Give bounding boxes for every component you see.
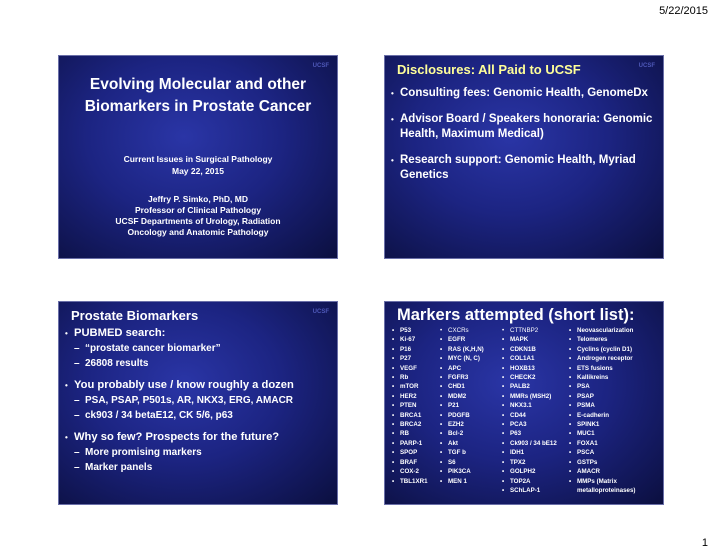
slide-watermark: UCSF [312, 63, 329, 69]
marker-item: • SPINK1 [569, 420, 635, 429]
marker-item: • TPX2 [502, 458, 557, 467]
marker-item: • Cyclins (cyclin D1) [569, 345, 635, 354]
marker-item: • PTEN [392, 401, 428, 410]
title-line-2: Biomarkers in Prostate Cancer [84, 98, 312, 115]
marker-item: • TGF b [440, 448, 484, 457]
page-number: 1 [701, 537, 708, 549]
marker-item: • PCA3 [502, 420, 557, 429]
marker-item: • Neovascularization [569, 326, 635, 335]
marker-item: • S6 [440, 458, 484, 467]
disclosure-item: • Advisor Board / Speakers honoraria: Genomic Health, Maximum Medical) [391, 112, 659, 142]
marker-item: • P63 [502, 429, 557, 438]
marker-item: • EZH2 [440, 420, 484, 429]
marker-item: • PDGFB [440, 411, 484, 420]
marker-item: • MUC1 [569, 429, 635, 438]
marker-item: • SChLAP-1 [502, 486, 557, 495]
sub-bullet-item: – “prostate cancer biomarker” [65, 341, 333, 356]
slide-title[interactable] [58, 55, 338, 259]
marker-item: • CHECK2 [502, 373, 557, 382]
conference-date: May 22, 2015 [172, 166, 224, 176]
slide-markers-attempted[interactable] [384, 301, 664, 505]
marker-item: • PIK3CA [440, 467, 484, 476]
marker-item: • P21 [440, 401, 484, 410]
marker-item: • PSA [569, 382, 635, 391]
disclosure-list [391, 86, 659, 194]
conference-name: Current Issues in Surgical Pathology [123, 154, 273, 164]
marker-item: • MMRs (MSH2) [502, 392, 557, 401]
disclosure-item: • Research support: Genomic Health, Myriad Genetics [391, 153, 659, 183]
marker-item: • PSMA [569, 401, 635, 410]
title-line-1: Evolving Molecular and other [89, 76, 307, 93]
biomarker-bullet-list [65, 326, 333, 475]
marker-item: • APC [440, 364, 484, 373]
slide-heading: Disclosures: All Paid to UCSF [397, 62, 581, 77]
marker-item: • TOP2A [502, 477, 557, 486]
presentation-title [59, 74, 337, 118]
author-dept-line-1: UCSF Departments of Urology, Radiation [115, 216, 281, 226]
marker-item: • MMPs (Matrix [569, 477, 635, 486]
marker-item: • MDM2 [440, 392, 484, 401]
marker-item: metalloproteinases) [577, 486, 636, 494]
marker-item: • GOLPH2 [502, 467, 557, 476]
marker-item: • GSTPs [569, 458, 635, 467]
marker-item: • SPOP [392, 448, 428, 457]
marker-column [569, 326, 635, 495]
slide-watermark: UCSF [638, 63, 655, 69]
slide-disclosures[interactable] [384, 55, 664, 259]
disclosure-item: • Consulting fees: Genomic Health, GenomeDx [391, 86, 659, 101]
marker-item: • COX-2 [392, 467, 428, 476]
marker-item: • PSCA [569, 448, 635, 457]
marker-item: • CHD1 [440, 382, 484, 391]
sub-bullet-item: – More promising markers [65, 445, 333, 460]
marker-item: • Androgen receptor [569, 354, 635, 363]
marker-item: • CD44 [502, 411, 557, 420]
marker-item: • MAPK [502, 335, 557, 344]
marker-item: • NKX3.1 [502, 401, 557, 410]
marker-item: • AMACR [569, 467, 635, 476]
marker-item: • BRAF [392, 458, 428, 467]
marker-item: • Kallikreins [569, 373, 635, 382]
author-dept-line-2: Oncology and Anatomic Pathology [127, 227, 269, 237]
author-name: Jeffry P. Simko, PhD, MD [148, 194, 248, 204]
marker-item: • PARP-1 [392, 439, 428, 448]
slide-prostate-biomarkers[interactable] [58, 301, 338, 505]
marker-item: • Ck903 / 34 bE12 [502, 439, 557, 448]
marker-item: • BRCA2 [392, 420, 428, 429]
marker-item: • FGFR3 [440, 373, 484, 382]
marker-item: • CTTNBP2 [502, 326, 557, 335]
author-position: Professor of Clinical Pathology [134, 205, 262, 215]
marker-item: • FOXA1 [569, 439, 635, 448]
marker-item: • P27 [392, 354, 428, 363]
marker-item: • Ki-67 [392, 335, 428, 344]
marker-item: • Telomeres [569, 335, 635, 344]
marker-item: • VEGF [392, 364, 428, 373]
marker-item: • TBL1XR1 [392, 477, 428, 486]
marker-item: • CDKN1B [502, 345, 557, 354]
marker-item: • RAS (K,H,N) [440, 345, 484, 354]
marker-column [502, 326, 557, 495]
marker-item: • ETS fusions [569, 364, 635, 373]
marker-item: • IDH1 [502, 448, 557, 457]
marker-item: • CXCRs [440, 326, 484, 335]
bullet-item: • Why so few? Prospects for the future? [65, 430, 333, 445]
marker-item: • P53 [392, 326, 428, 335]
bullet-item: • You probably use / know roughly a dozen [65, 378, 333, 393]
slide-heading: Prostate Biomarkers [71, 308, 199, 323]
marker-item: • RB [392, 429, 428, 438]
marker-item: • HER2 [392, 392, 428, 401]
page-date: 5/22/2015 [659, 5, 708, 17]
marker-item: • Bcl-2 [440, 429, 484, 438]
marker-item: • COL1A1 [502, 354, 557, 363]
marker-item: • P16 [392, 345, 428, 354]
marker-column [392, 326, 428, 486]
marker-item: • mTOR [392, 382, 428, 391]
marker-item: • HOXB13 [502, 364, 557, 373]
slide-heading: Markers attempted (short list): [397, 306, 635, 324]
sub-bullet-item: – 26808 results [65, 356, 333, 371]
sub-bullet-item: – Marker panels [65, 460, 333, 475]
marker-column [440, 326, 484, 486]
marker-item: • MEN 1 [440, 477, 484, 486]
marker-item: • BRCA1 [392, 411, 428, 420]
marker-item: • PALB2 [502, 382, 557, 391]
marker-item: • EGFR [440, 335, 484, 344]
conference-info [59, 153, 337, 177]
author-info [59, 194, 337, 238]
marker-item: • Akt [440, 439, 484, 448]
slide-watermark: UCSF [312, 309, 329, 315]
bullet-item: • PUBMED search: [65, 326, 333, 341]
marker-item: • E-cadherin [569, 411, 635, 420]
marker-item: • PSAP [569, 392, 635, 401]
sub-bullet-item: – ck903 / 34 betaE12, CK 5/6, p63 [65, 408, 333, 423]
marker-item: • Rb [392, 373, 428, 382]
marker-item: • MYC (N, C) [440, 354, 484, 363]
sub-bullet-item: – PSA, PSAP, P501s, AR, NKX3, ERG, AMACR [65, 393, 333, 408]
